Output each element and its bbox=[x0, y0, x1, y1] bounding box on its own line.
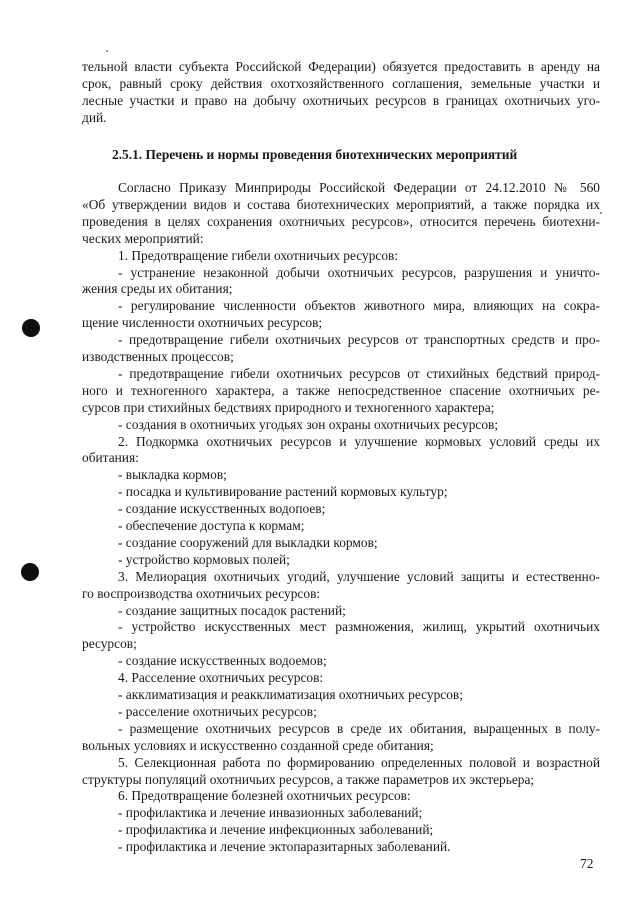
text-line: - акклиматизация и реакклиматизация охотничьих ресурсов; bbox=[118, 687, 463, 702]
text-line: - профилактика и лечение инвазионных заболеваний; bbox=[118, 805, 423, 821]
text-line: - устройство кормовых полей; bbox=[118, 551, 290, 567]
text-line: Согласно Приказу Минприроды Российской Федерации от 24.12.2010 № 560 bbox=[118, 180, 600, 195]
text-line: обитания: bbox=[82, 450, 139, 466]
scan-speck bbox=[600, 212, 602, 214]
text-line: - создание сооружений для выкладки кормов; bbox=[118, 534, 378, 550]
text-line: 1. Предотвращение гибели охотничьих ресурсов: bbox=[118, 247, 399, 263]
text-line: срок, равный сроку действия охотхозяйственного соглашения, земельные участки и bbox=[82, 76, 600, 91]
text-line: тельной власти субъекта Российской Федерации) обязуется предоставить в аренду на bbox=[82, 59, 600, 74]
text-line: сурсов при стихийных бедствиях природного и техногенного характера; bbox=[82, 399, 495, 415]
text-line: проведения в целях сохранения охотничьих ресурсов», относится перечень биотехни- bbox=[82, 213, 600, 229]
scan-speck bbox=[106, 50, 108, 52]
section-body bbox=[82, 180, 600, 855]
text-line: - устранение незаконной добычи охотничьих ресурсов, разрушения и уничто- bbox=[118, 264, 600, 280]
text-line: - регулирование численности объектов животного мира, влияющих на сокра- bbox=[118, 298, 600, 314]
text-line: «Об утверждении видов и состава биотехнических мероприятий, а также порядка их bbox=[82, 196, 600, 212]
text-line: - предотвращение гибели охотничьих ресурсов от транспортных средств и про- bbox=[118, 332, 600, 348]
text-line: вольных условиях и искусственно созданной среде обитания; bbox=[82, 737, 434, 753]
text-line: щение численности охотничьих ресурсов; bbox=[82, 315, 323, 331]
punch-hole bbox=[22, 319, 40, 337]
text-line: - профилактика и лечение эктопаразитарных заболеваний. bbox=[118, 839, 451, 855]
text-line: структуры популяций охотничьих ресурсов, а также параметров их экстерьера; bbox=[82, 771, 535, 787]
text-line: 6. Предотвращение болезней охотничьих ресурсов: bbox=[118, 788, 411, 804]
text-line: - профилактика и лечение инфекционных заболеваний; bbox=[118, 822, 434, 838]
text-line: 3. Мелиорация охотничьих угодий, улучшение условий защиты и естественно- bbox=[118, 568, 600, 584]
text-line: изводственных процессов; bbox=[82, 349, 234, 364]
punch-hole bbox=[21, 563, 39, 581]
text-line: го воспроизводства охотничьих ресурсов: bbox=[82, 585, 321, 601]
text-line: - устройство искусственных мест размножения, жилищ, укрытий охотничьих bbox=[118, 619, 600, 635]
intro-paragraph bbox=[82, 59, 600, 129]
text-line: - создание искусственных водопоев; bbox=[118, 501, 326, 517]
text-line: - создания в охотничьих угодьях зон охраны охотничьих ресурсов; bbox=[118, 416, 499, 432]
text-line: - размещение охотничьих ресурсов в среде их обитания, выращенных в полу- bbox=[118, 720, 600, 736]
text-line: - обеспечение доступа к кормам; bbox=[118, 518, 305, 533]
text-line: дий. bbox=[82, 110, 107, 125]
text-line: - посадка и культивирование растений кормовых культур; bbox=[118, 484, 448, 500]
text-line: 5. Селекционная работа по формированию определенных половой и возрастной bbox=[118, 754, 600, 770]
text-line: ного и техногенного характера, а также непосредственное спасение охотничьих ре- bbox=[82, 382, 600, 398]
text-line: - создание искусственных водоемов; bbox=[118, 653, 327, 669]
section-heading: 2.5.1. Перечень и нормы проведения биотехнических мероприятий bbox=[112, 147, 518, 162]
text-line: - предотвращение гибели охотничьих ресурсов от стихийных бедствий природ- bbox=[118, 365, 600, 381]
text-line: ческих мероприятий: bbox=[82, 230, 204, 246]
text-line: жения среды их обитания; bbox=[82, 281, 233, 297]
text-line: - создание защитных посадок растений; bbox=[118, 602, 346, 618]
text-line: ресурсов; bbox=[82, 636, 137, 652]
text-line: 4. Расселение охотничьих ресурсов: bbox=[118, 670, 324, 686]
page-number: 72 bbox=[580, 856, 594, 871]
text-line: 2. Подкормка охотничьих ресурсов и улучшение кормовых условий среды их bbox=[118, 433, 600, 449]
text-line: - выкладка кормов; bbox=[118, 467, 227, 483]
text-line: - расселение охотничьих ресурсов; bbox=[118, 703, 317, 719]
text-line: лесные участки и право на добычу охотничьих ресурсов в границах охотничьих уго- bbox=[82, 93, 600, 108]
